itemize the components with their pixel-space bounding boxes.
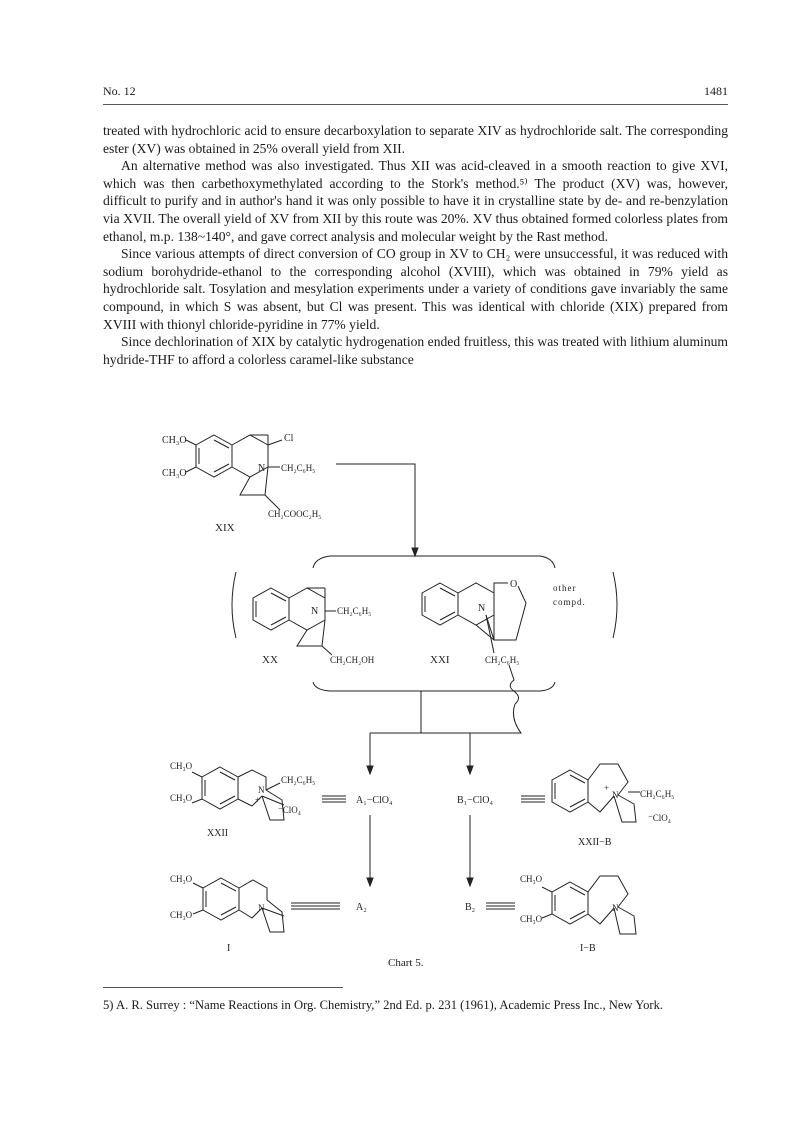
xix-label: XIX [215,522,235,534]
equivalence-b2-ib [486,903,515,909]
xix-ome-top: CH₃O [162,435,187,446]
xx-label: XX [262,654,278,666]
xix-benzene-ring [196,435,232,477]
a1-label: A₁−ClO₄ [356,795,393,806]
xx-side: CH₂CH₂OH [330,655,375,665]
xxii-n: N [258,785,265,795]
arrow-head-1 [412,548,418,556]
xix-cl: Cl [284,433,294,444]
xxiib-label: XXII−B [578,837,612,848]
compound-xxii [170,761,315,839]
i-n: N [258,903,265,913]
equivalence-b1-xxiib [521,796,545,802]
compound-xxii-b [552,764,674,848]
ib-ome-bot: CH₃O [520,914,543,924]
i-label: I [227,943,231,954]
a2-label: A₂ [356,902,367,913]
ib-ome-top: CH₃O [520,874,543,884]
product-group-bracket-left [232,572,236,638]
chart-caption: Chart 5. [388,957,424,969]
xxiib-plus: + [604,783,610,793]
compound-i-b [520,874,636,954]
i-ome-bot: CH₃O [170,910,193,920]
xxii-clo4: ⁻ClO₄ [278,805,301,815]
product-group-bracket-right [613,572,617,638]
xxiib-clo4: ⁻ClO₄ [648,813,671,823]
paragraph-4: Since dechlorination of XIX by catalytic hydrogenation ended fruitless, this was treated with lithium aluminum hydride-THF to afford a colorless caramel-like substance [103,334,728,367]
compound-xxi [422,579,526,666]
xxi-o: O [510,579,518,590]
paragraph-1: treated with hydrochloric acid to ensure decarboxylation to separate XIV as hydrochloride salt. The corresponding ester (XV) was obtained in 25% overall yield from XII. [103,123,728,156]
xxiib-n: N [612,790,619,800]
footnote-text: A. R. Surrey : “Name Reactions in Org. Chemistry,” 2nd Ed. p. 231 (1961), Academic Press Inc., New York. [115,998,664,1012]
footnote-rule [103,987,343,988]
xix-ester: CH₂COOC₂H₅ [268,509,322,519]
arrow-head-a1 [367,766,373,774]
xxii-plus: + [255,795,261,805]
b2-label: B₂ [465,902,476,913]
xix-n: N [258,463,266,474]
footnote-number: 5) [103,998,114,1012]
arrow-head-b1 [467,766,473,774]
ib-label: I−B [580,943,596,954]
xxii-ome-bot: CH₃O [170,793,193,803]
xxiib-bn: CH₂C₆H₅ [640,789,675,799]
other-compound-line-1: other [553,583,577,593]
equivalence-xxii-a1 [322,796,346,802]
issue-number: No. 12 [103,84,136,98]
xxii-bn: CH₂C₆H₅ [281,775,316,785]
ib-n: N [612,903,619,913]
xxi-n: N [478,603,486,614]
xxii-ome-top: CH₃O [170,761,193,771]
page-number: 1481 [704,84,728,98]
compound-xx [253,588,375,666]
xxi-bn: CH₂C₆H₅ [485,655,520,665]
xxi-wiggle-arrow [509,665,519,704]
xxi-label: XXI [430,654,450,666]
product-group-brace-bottom [313,682,555,691]
xix-ome-bot: CH₃O [162,468,187,479]
xx-bn: CH₂C₆H₅ [337,606,372,616]
paragraph-3: Since various attempts of direct conversion of CO group in XV to CH₂ were unsuccessful, it was reduced with sodium borohydride-ethanol to the corresponding alcohol (XVIII), which was obtained in 79% yield as hydrochloride salt. Tosylation and mesylation experiments under a variety of conditions gave invariably the same compound, in which S was absent, but Cl was present. This was identical with chloride (XIX) prepared from XVIII with thionyl chloride-pyridine in 77% yield. [103,246,728,332]
product-group-brace-top [313,556,555,568]
xxii-label: XXII [207,828,229,839]
paragraph-2: An alternative method was also investigated. Thus XII was acid-cleaved in a smooth reaction to give XVI, which was then carbethoxymethylated according to the Stork's method.⁵⁾ The product (XV) was, however, difficult to purify and in author's hand it was only possible to have it in crystalline state by de- and re-benzylation via XVII. The overall yield of XV from XII by this route was 20%. XV thus obtained formed colorless plates from ethanol, m.p. 138~140°, and gave correct analysis and molecular weight by the Rast method. [103,158,728,244]
compound-xix [162,433,321,534]
footnote [103,997,728,1013]
b1-label: B₁−ClO₄ [457,795,493,806]
equivalence-i-a2 [291,903,340,909]
xix-bn: CH₂C₆H₅ [281,463,316,473]
svg-text:N: N [311,606,319,617]
other-compound-line-2: compd. [553,597,586,607]
compound-i [170,874,284,954]
i-ome-top: CH₃O [170,874,193,884]
arrow-xix-down [336,464,415,552]
